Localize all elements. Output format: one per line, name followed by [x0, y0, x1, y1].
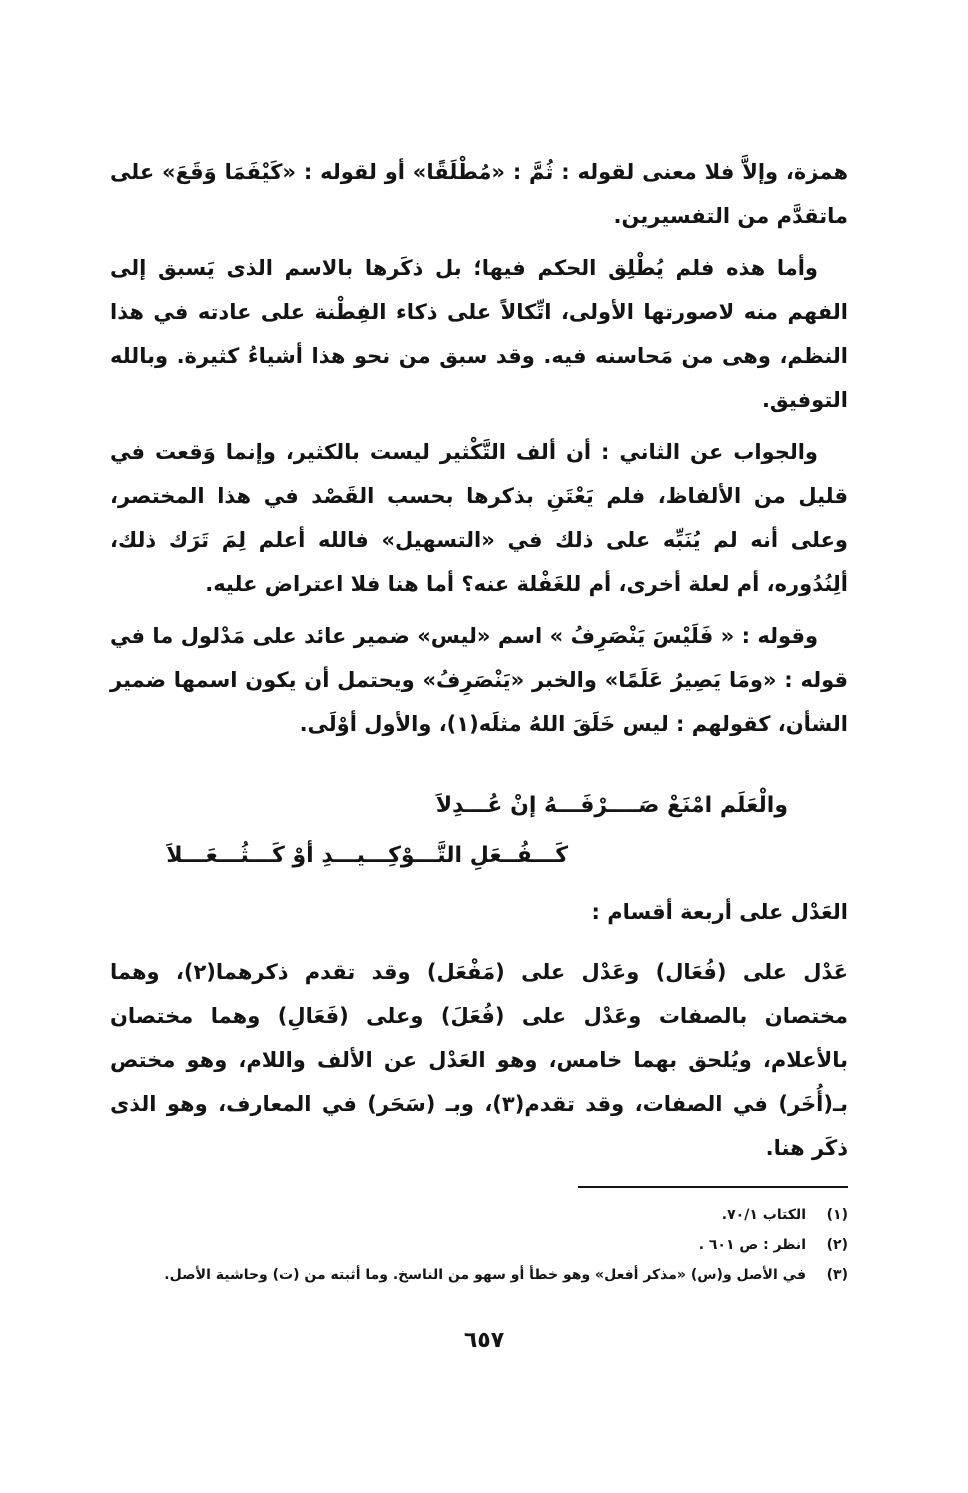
section-heading: العَدْل على أربعة أقسام :: [591, 900, 848, 924]
footnote-2: [110, 1230, 848, 1260]
paragraph-2: وأما هذه فلم يُطْلِق الحكم فيها؛ بل ذكَرها بالاسم الذى يَسبق إلى الفهم منه لاصورتها الأولى، اتِّكالاً على ذكاء الفِطْنة على عادته في هذا النظم، وهى من مَحاسنه فيه. وقد سبق من نحو هذا أشياءُ كثيرة. وبالله التوفيق.: [110, 256, 848, 412]
footnote-number: (٢): [826, 1237, 848, 1253]
main-text: [110, 150, 848, 754]
footnotes: [110, 1200, 848, 1290]
paragraph-5: عَدْل على (فُعَال) وعَدْل على (مَفْعَل) وقد تقدم ذكرهما(٢)، وهما مختصان بالصفات وعَدْل على (فُعَلَ) وعلى (فَعَالِ) وهما مختصان بالأعلام، ويُلحق بهما خامس، وهو العَدْل عن الألف واللام، وهو مختص بـ(أُخَر) في الصفات، وقد تقدم(٣)، وبـ (سَحَر) في المعارف، وهو الذى ذكَر هنا.: [110, 960, 849, 1160]
paragraph-4: وقوله : « فَلَيْسَ يَنْصَرِفُ » اسم «ليس» ضمير عائد على مَدْلول ما في قوله : «ومَا يَصِيرُ عَلَمًا» والخبر «يَنْصَرِفُ» ويحتمل أن يكون اسمها ضمير الشأن، كقولهم : ليس خَلَقَ اللهُ مثلَه(١)، والأول أوْلَى.: [110, 624, 848, 736]
paragraph-1: همزة، وإلاَّ فلا معنى لقوله : ثُمَّ : «مُطْلَقًا» أو لقوله : «كَيْفَمَا وَقَعَ» على ماتقدَّم من التفسيرين.: [110, 160, 848, 228]
footnote-3: [110, 1260, 848, 1290]
footnote-divider: [578, 1186, 848, 1188]
paragraph-3: والجواب عن الثاني : أن ألف التَّكْثير ليست بالكثير، وإنما وَقعت في قليل من الألفاظ، فلم يَعْتَنِ بذكرها بحسب القَصْد في هذا المختصر، وعلى أنه لم يُنَبِّه على ذلك في «التسهيل» فالله أعلم لِمَ تَرَك ذلك، ألِنُدُوره، أم لعلة أخرى، أم للغَفْلة عنه؟ أما هنا فلا اعتراض عليه.: [110, 440, 848, 596]
footnote-text: الكتاب ٧٠/١.: [721, 1207, 806, 1223]
footnote-text: انظر : ص ٦٠١ .: [698, 1237, 806, 1253]
footnote-1: [110, 1200, 848, 1230]
page-number: ٦٥٧: [463, 1328, 505, 1353]
verse-line-1: والْعَلَم امْنَعْ صَــــرْفَـــهُ إنْ عُـــدِلاَ: [435, 793, 788, 818]
footnote-number: (٣): [826, 1267, 848, 1283]
footnote-number: (١): [826, 1207, 848, 1223]
footnote-text: في الأصل و(س) «مذكر أفعل» وهو خطأ أو سهو من الناسخ. وما أثبته من (ت) وحاشية الأصل.: [164, 1267, 806, 1283]
verse-line-2: كَـــفُــعَلِ التَّـــوْكِـــيـــدِ أوْ كَـــثُـــعَـــلاَ: [166, 843, 568, 868]
